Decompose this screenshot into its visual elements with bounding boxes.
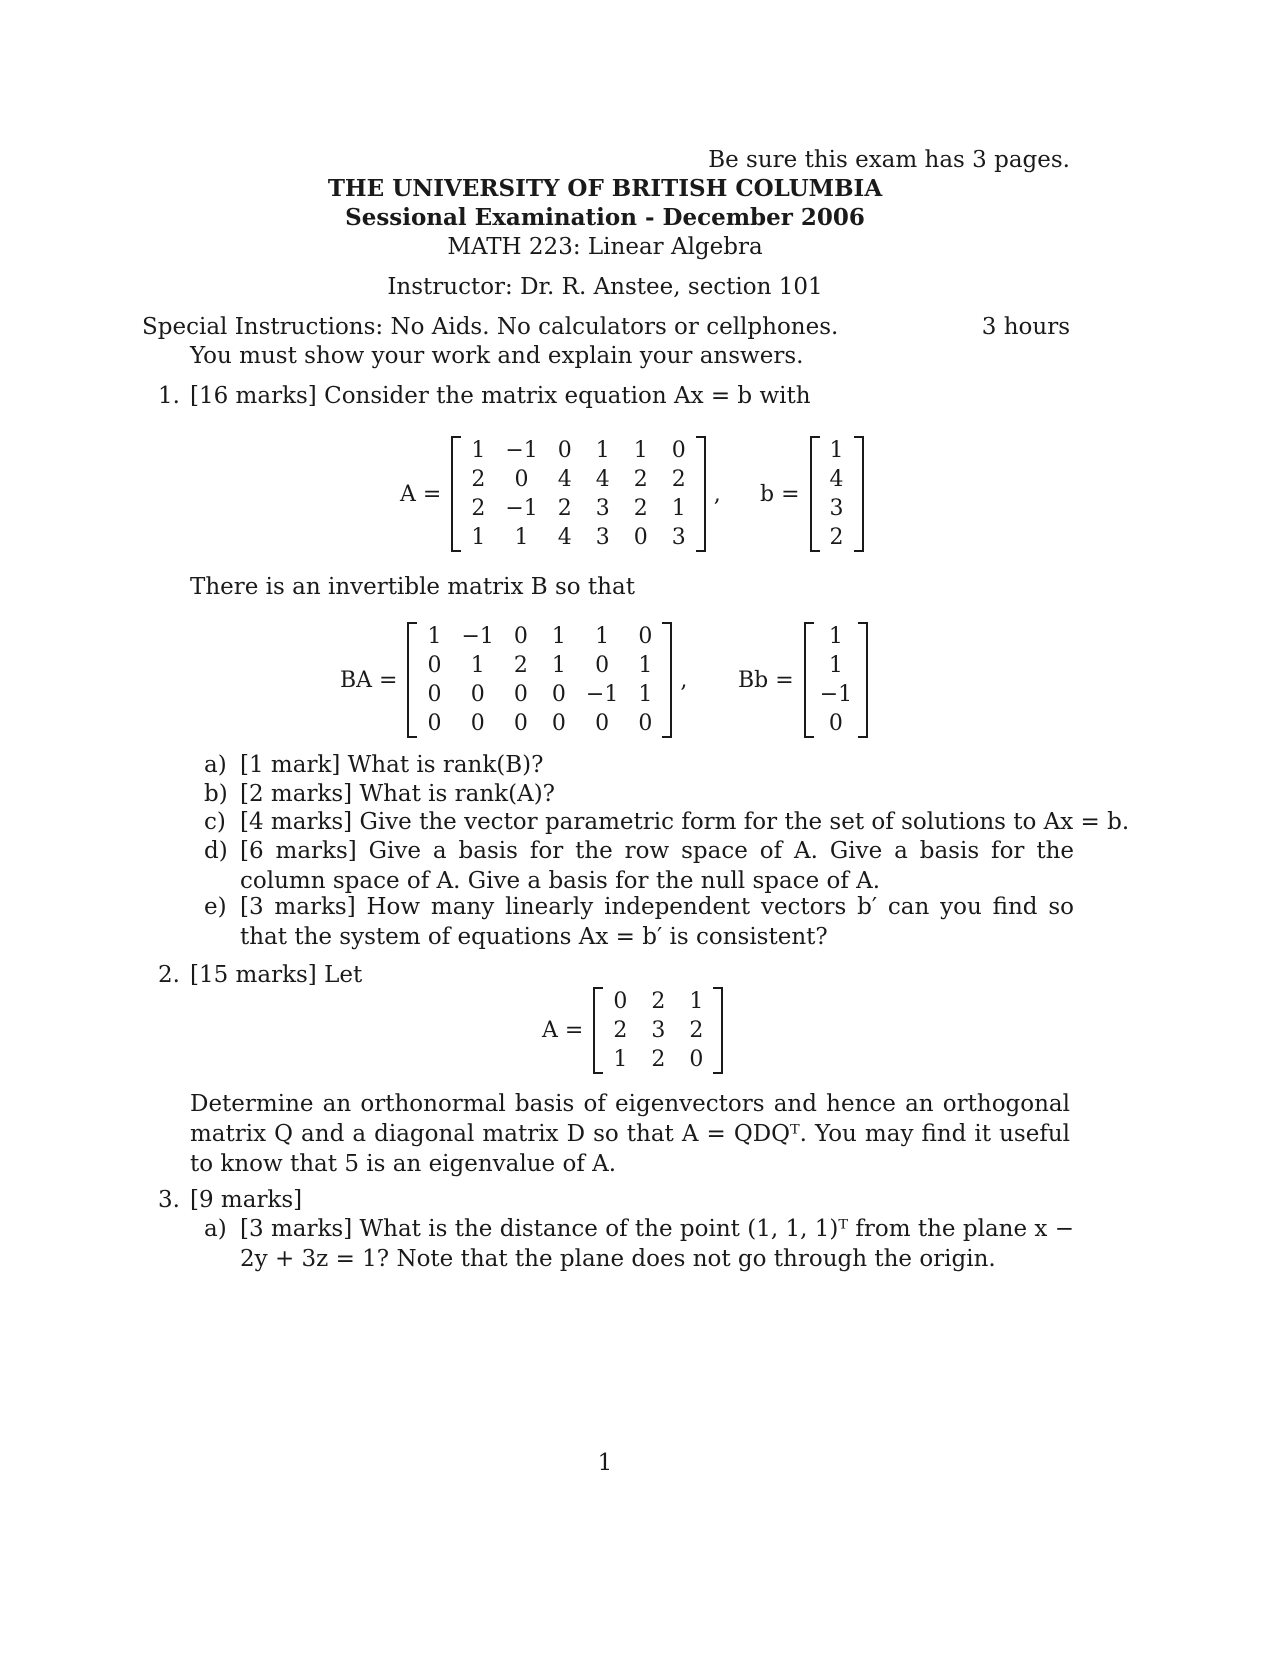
vector-Bb-grid: 1 1 −1 0	[819, 624, 853, 736]
vector-Bb-label: Bb =	[738, 667, 794, 693]
duration: 3 hours	[981, 314, 1070, 340]
q1-part-d: d) [6 marks] Give a basis for the row space of A. Give a basis for the column space of A. Give a basis for the null space of A.	[204, 838, 1074, 894]
q2-intro: [15 marks] Let	[190, 962, 363, 988]
matrix-BA-grid: 1 −1 0 1 1 0 0 1 2 1 0 1 0 0 0 0 −1 1 0 0 0 0 0 0	[427, 624, 653, 736]
pages-note: Be sure this exam has 3 pages.	[708, 147, 1070, 173]
instructor-line: Instructor: Dr. R. Anstee, section 101	[387, 274, 823, 300]
matrix-A-comma: ,	[713, 481, 721, 507]
q2-matrix-A-grid: 0 2 1 2 3 2 1 2 0	[613, 989, 704, 1072]
q1-mid-text: There is an invertible matrix B so that	[190, 574, 635, 600]
session-title: Sessional Examination - December 2006	[345, 204, 865, 231]
q1-part-a: a) [1 mark] What is rank(B)?	[204, 752, 544, 778]
q1-part-e: e) [3 marks] How many linearly independent vectors b′ can you find so that the system of equations Ax = b′ is consistent?	[204, 894, 1074, 950]
q2-matrix-A-label: A =	[542, 1018, 584, 1043]
special-instructions: Special Instructions: No Aids. No calculators or cellphones.	[142, 314, 839, 340]
matrix-A-grid: 1 −1 0 1 1 0 2 0 4 4 2 2 2 −1 2 3 2 1 1 1 4 3 0 3	[471, 438, 686, 550]
page-number: 1	[597, 1450, 613, 1476]
course-title: MATH 223: Linear Algebra	[447, 234, 763, 260]
q3-number: 3.	[158, 1187, 180, 1213]
q1-number: 1.	[158, 383, 180, 409]
instructions-line-2: You must show your work and explain your answers.	[190, 343, 804, 369]
q3-part-a: a) [3 marks] What is the distance of the point (1, 1, 1)ᵀ from the plane x − 2y + 3z = 1? Note that the plane does not go through the origin.	[204, 1216, 1074, 1272]
matrix-A	[400, 436, 721, 552]
matrix-BA	[340, 622, 687, 738]
matrix-BA-label: BA =	[340, 667, 398, 693]
vector-Bb	[738, 622, 868, 738]
matrix-A-label: A =	[400, 481, 442, 507]
university-title: THE UNIVERSITY OF BRITISH COLUMBIA	[327, 175, 883, 202]
matrix-BA-comma: ,	[680, 667, 688, 693]
q2-text: Determine an orthonormal basis of eigenvectors and hence an orthogonal matrix Q and a diagonal matrix D so that A = QDQᵀ. You may find it useful to know that 5 is an eigenvalue of A.	[190, 1091, 1070, 1177]
q1-part-c: c) [4 marks] Give the vector parametric form for the set of solutions to Ax = b.	[204, 809, 1130, 835]
q2-number: 2.	[158, 962, 180, 988]
q1-part-b: b) [2 marks] What is rank(A)?	[204, 781, 555, 807]
q2-matrix-A	[542, 987, 723, 1074]
vector-b-grid: 1 4 3 2	[829, 438, 844, 550]
vector-b-label: b =	[760, 481, 800, 507]
q3-intro: [9 marks]	[190, 1187, 303, 1213]
q1-intro: [16 marks] Consider the matrix equation Ax = b with	[190, 383, 811, 409]
vector-b	[760, 436, 864, 552]
